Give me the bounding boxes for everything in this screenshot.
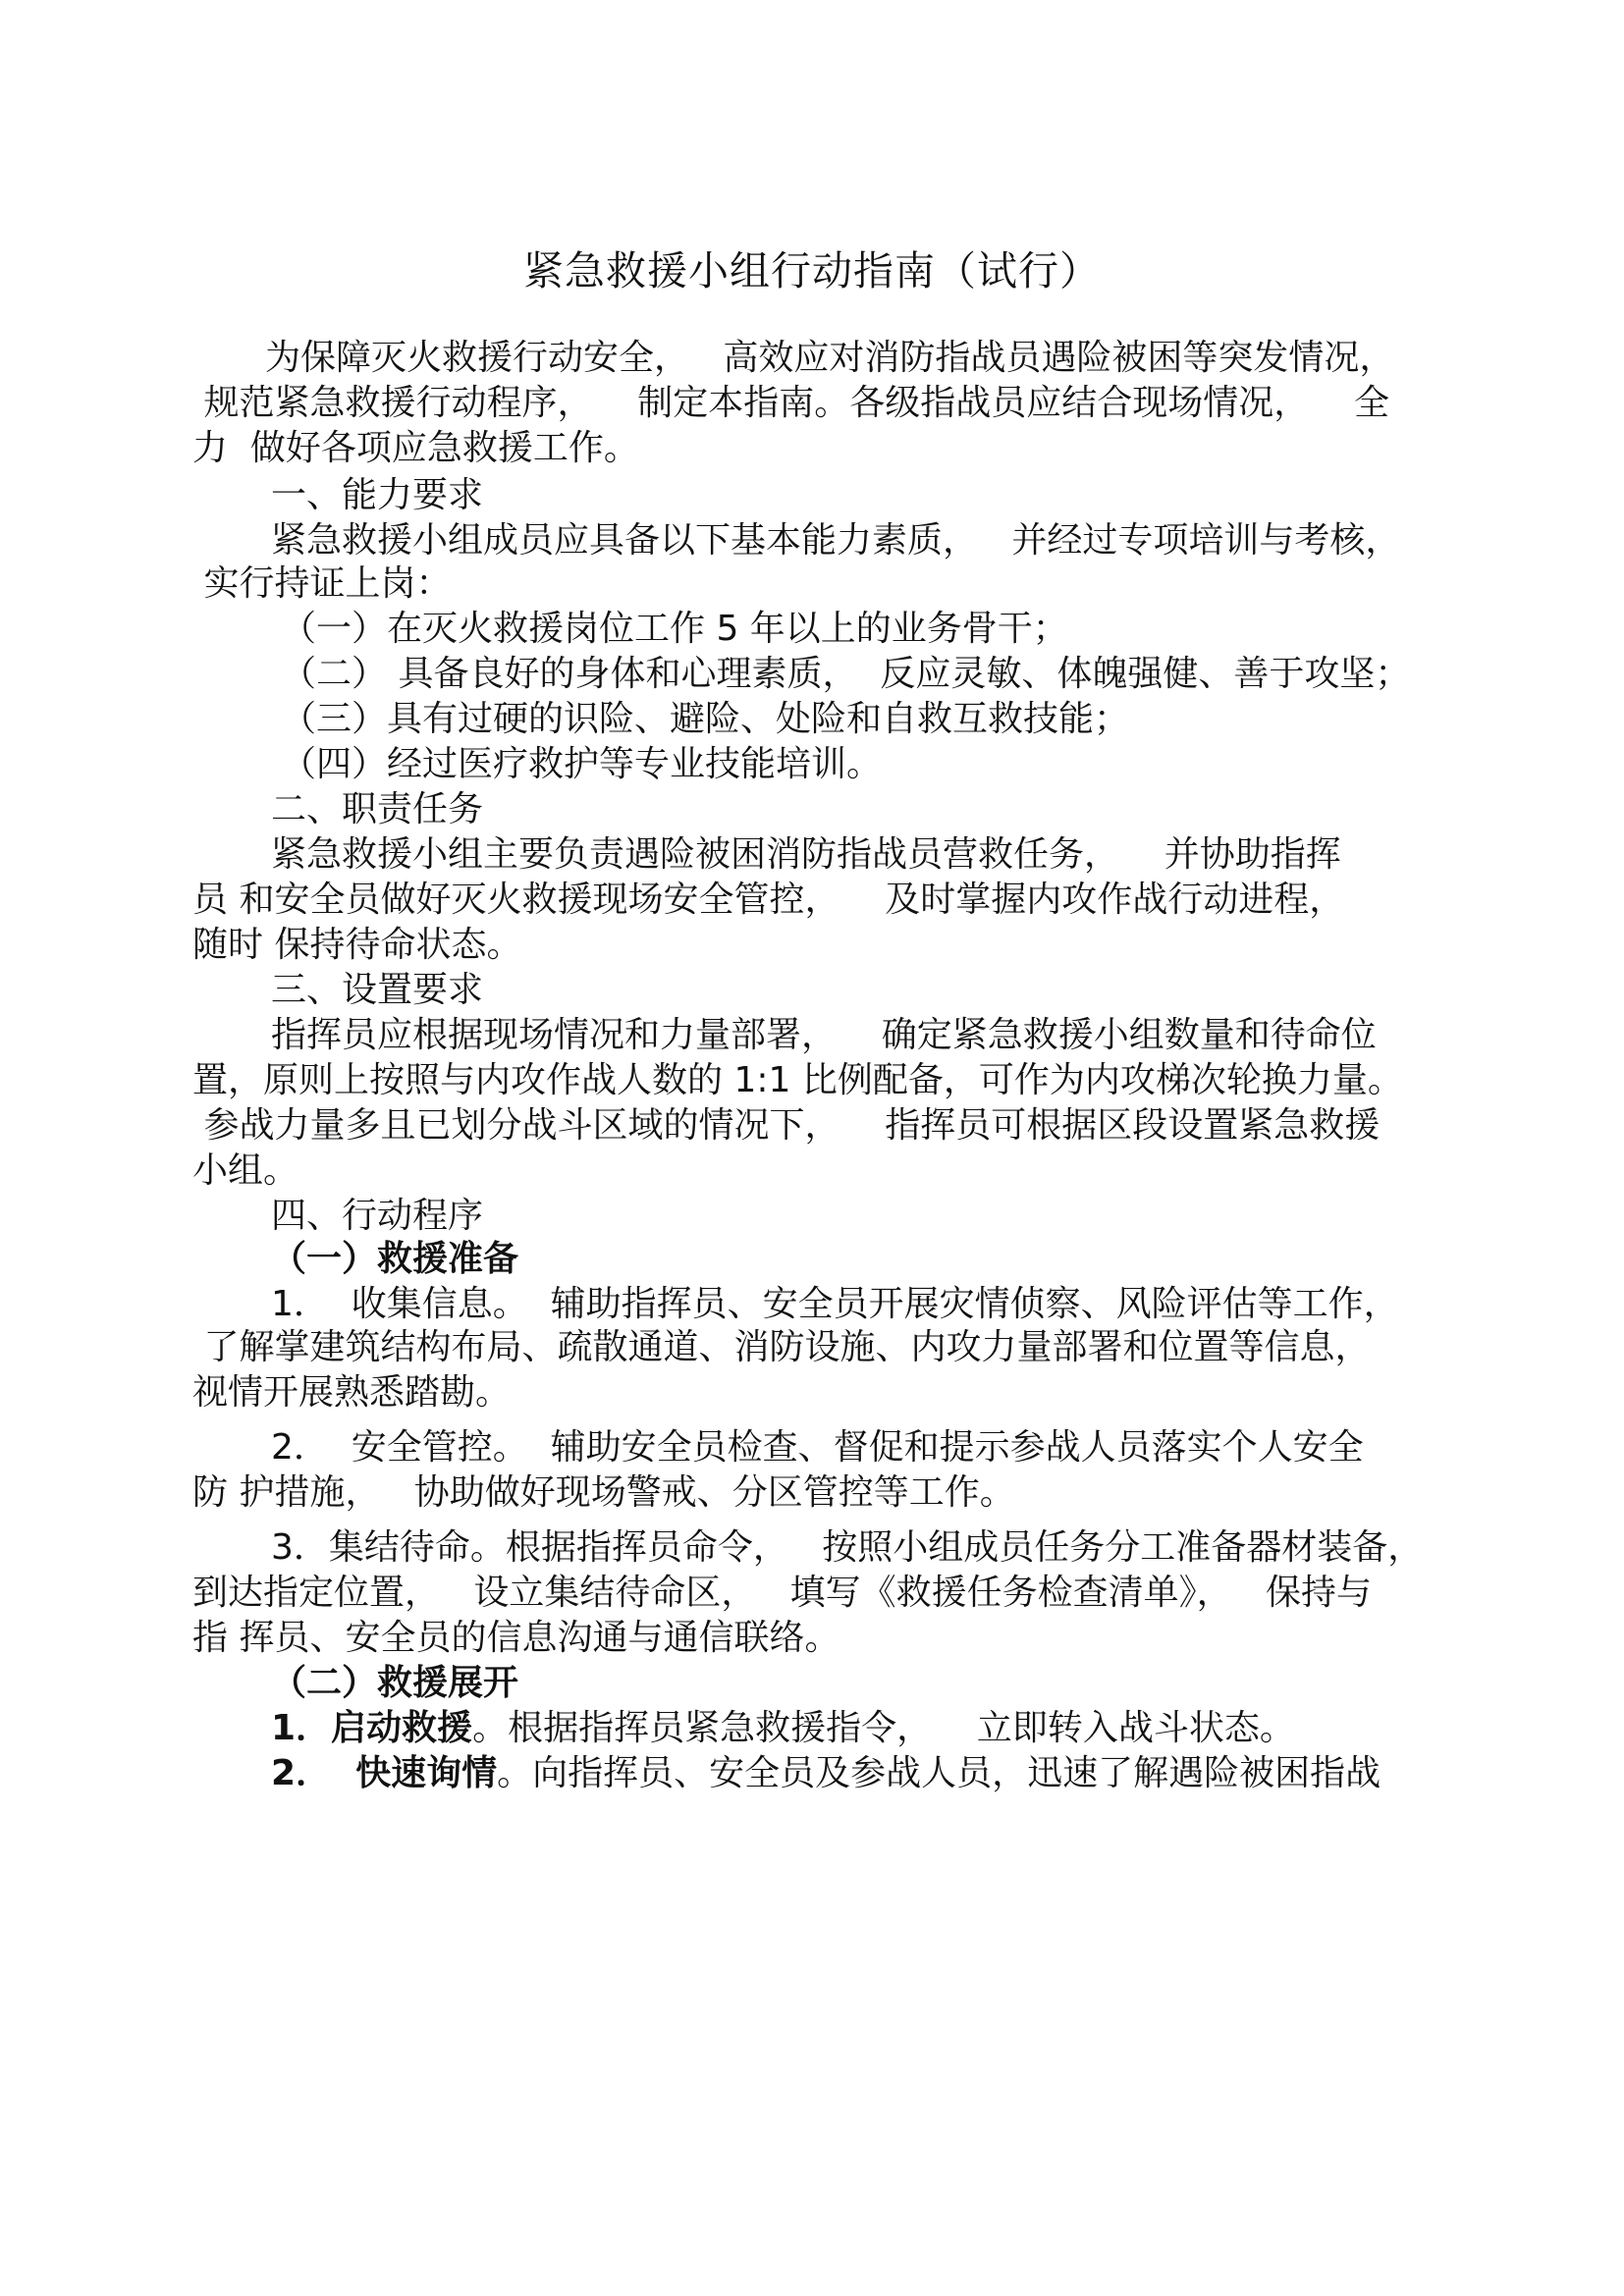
- section-1-item-4: （四）经过医疗救护等专业技能培训。: [281, 744, 883, 784]
- section-3-line-3: 参战力量多且已划分战斗区域的情况下， 指挥员可根据区段设置紧急救援: [192, 1105, 1380, 1146]
- section-4-heading: 四、行动程序: [271, 1196, 484, 1236]
- section-1-item-1: （一）在灭火救援岗位工作 5 年以上的业务骨干；: [281, 609, 1068, 649]
- section-1-item-2: （二） 具备良好的身体和心理素质， 反应灵敏、体魄强健、善于攻坚；: [281, 654, 1411, 694]
- section-2-heading: 二、职责任务: [271, 789, 484, 829]
- intro-line-1: 为保障灭火救援行动安全， 高效应对消防指战员遇险被困等突发情况，: [265, 338, 1395, 378]
- step-b1-line: [271, 1706, 1295, 1751]
- step-b1-label: 1．启动救援: [271, 1708, 473, 1748]
- section-3-line-4: 小组。: [192, 1150, 299, 1191]
- section-4-subheading-1: （一）救援准备: [271, 1239, 519, 1279]
- step-1-line-1: 1． 收集信息。 辅助指挥员、安全员开展灾情侦察、风险评估等工作，: [271, 1284, 1399, 1324]
- step-3-line-1: 3．集结待命。根据指挥员命令， 按照小组成员任务分工准备器材装备，: [271, 1527, 1424, 1568]
- section-2-line-3: 随时 保持待命状态。: [192, 925, 522, 965]
- section-2-line-1: 紧急救援小组主要负责遇险被困消防指战员营救任务， 并协助指挥: [271, 834, 1341, 875]
- section-3-heading: 三、设置要求: [271, 970, 484, 1010]
- step-b2-text: 。向指挥员、安全员及参战人员，迅速了解遇险被困指战: [497, 1753, 1381, 1793]
- step-b1-text: 。根据指挥员紧急救援指令， 立即转入战斗状态。: [472, 1708, 1295, 1748]
- section-3-line-1: 指挥员应根据现场情况和力量部署， 确定紧急救援小组数量和待命位: [271, 1015, 1377, 1055]
- section-2-line-2: 员 和安全员做好灭火救援现场安全管控， 及时掌握内攻作战行动进程，: [192, 880, 1345, 920]
- step-2-line-2: 防 护措施， 协助做好现场警戒、分区管控等工作。: [192, 1472, 1015, 1513]
- step-b2-label: 2． 快速询情: [271, 1753, 498, 1793]
- step-b2-line: [271, 1751, 1380, 1796]
- step-3-line-2: 到达指定位置， 设立集结待命区， 填写《救援任务检查清单》， 保持与: [192, 1573, 1372, 1613]
- step-1-line-3: 视情开展熟悉踏勘。: [192, 1372, 512, 1413]
- section-1-line-2: 实行持证上岗：: [192, 563, 452, 604]
- section-1-line-1: 紧急救援小组成员应具备以下基本能力素质， 并经过专项培训与考核，: [271, 520, 1401, 561]
- section-1-item-3: （三）具有过硬的识险、避险、处险和自救互救技能；: [281, 699, 1130, 739]
- step-3-line-3: 指 挥员、安全员的信息沟通与通信联络。: [192, 1618, 840, 1658]
- section-1-heading: 一、能力要求: [271, 475, 484, 515]
- intro-line-2: 规范紧急救援行动程序， 制定本指南。各级指战员应结合现场情况， 全: [192, 383, 1389, 423]
- section-4-subheading-2: （二）救援展开: [271, 1663, 519, 1703]
- step-1-line-2: 了解掌建筑结构布局、疏散通道、消防设施、内攻力量部署和位置等信息，: [192, 1327, 1371, 1367]
- step-2-line-1: 2． 安全管控。 辅助安全员检查、督促和提示参战人员落实个人安全: [271, 1427, 1364, 1468]
- intro-line-3: 力 做好各项应急救援工作。: [192, 428, 639, 468]
- document-title: 紧急救援小组行动指南（试行）: [523, 247, 1101, 294]
- section-3-line-2: 置，原则上按照与内攻作战人数的 1:1 比例配备，可作为内攻梯次轮换力量。: [192, 1060, 1403, 1100]
